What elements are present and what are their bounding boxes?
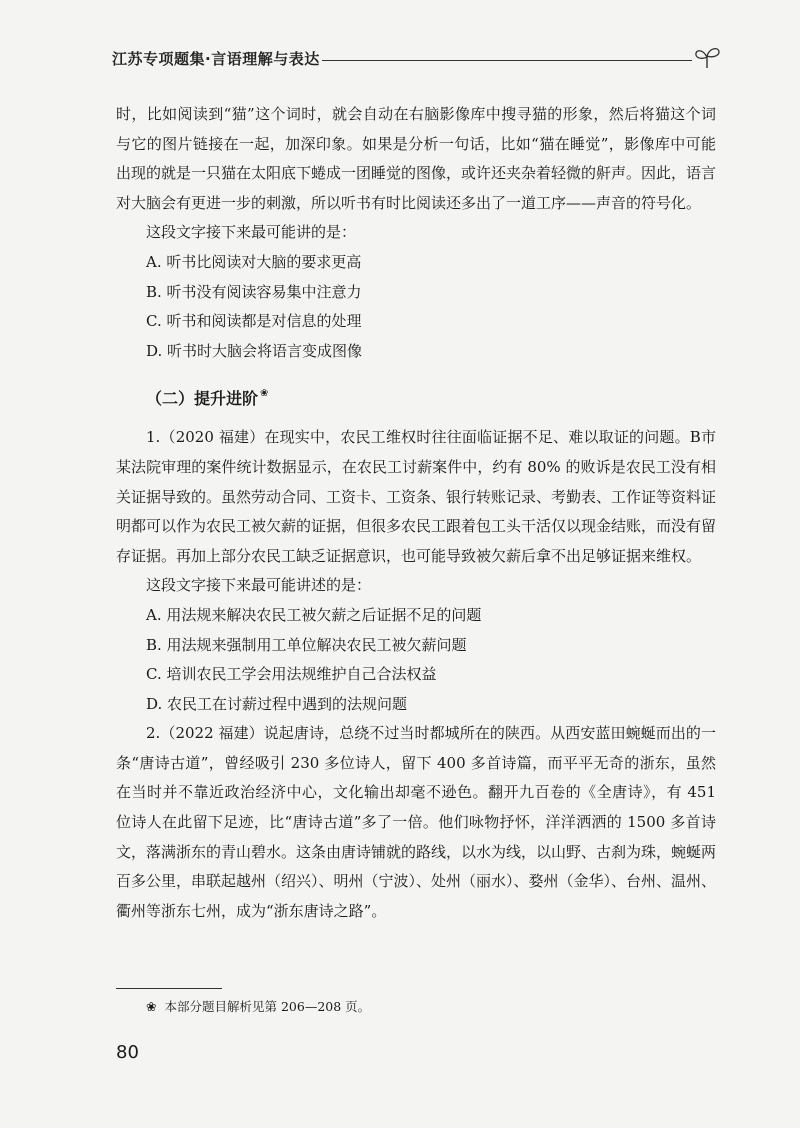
q0-option-b: B. 听书没有阅读容易集中注意力 xyxy=(146,282,362,301)
header-title: 江苏专项题集·言语理解与表达 xyxy=(112,50,320,68)
intro-paragraph: 时，比如阅读到“猫”这个词时，就会自动在右脑影像库中搜寻猫的形象，然后将猫这个词与它的图片链接在一起，加深印象。如果是分析一句话，比如“猫在睡觉”，影像库中可能出现的就是一只猫在太阳底下蜷成一团睡觉的图像，或许还夹杂着轻微的鼾声。因此，语言对大脑会有更进一步的刺激，所以听书有时比阅读还多出了一道工序——声音的符号化。 xyxy=(116,105,717,212)
q1-option-a: A. 用法规来解决农民工被欠薪之后证据不足的问题 xyxy=(146,605,482,624)
q1-stem: 这段文字接下来最可能讲述的是： xyxy=(146,576,372,595)
header-rule xyxy=(322,60,692,61)
q0-stem: 这段文字接下来最可能讲的是： xyxy=(146,223,357,242)
section-heading xyxy=(116,378,716,415)
footnote-mark-icon: ❀ xyxy=(146,999,157,1014)
q2-body: 2.（2022 福建）说起唐诗，总绕不过当时都城所在的陕西。从西安蓝田蜿蜒而出的一条“唐诗古道”，曾经吸引 230 多位诗人，留下 400 多首诗篇，而平平无奇的浙东，虽然在当时并不靠近政治经济中心，文化输出却毫不逊色。翻开九百卷的《全唐诗》，有 451 位诗人在此留下足迹，比“唐诗古道”多了一倍。他们咏物抒怀，洋洋洒洒的 1500 多首诗文，落满浙东的青山碧水。这条由唐诗铺就的路线，以水为线，以山野、古刹为珠，蜿蜒两百多公里，串联起越州（绍兴）、明州（宁波）、处州（丽水）、婺州（金华）、台州、温州、衢州等浙东七州，成为“浙东唐诗之路”。 xyxy=(116,724,717,920)
footnote-rule xyxy=(116,988,222,989)
page-body xyxy=(116,100,716,926)
q1-option-c: C. 培训农民工学会用法规维护自己合法权益 xyxy=(146,665,437,684)
q1-option-b: B. 用法规来强制用工单位解决农民工被欠薪问题 xyxy=(146,635,467,654)
q0-option-c: C. 听书和阅读都是对信息的处理 xyxy=(146,312,362,331)
flower-mark-icon: ❀ xyxy=(260,388,269,400)
running-header xyxy=(112,44,722,74)
q1-option-d: D. 农民工在讨薪过程中遇到的法规问题 xyxy=(146,694,408,713)
footnote-text: 本部分题目解析见第 206—208 页。 xyxy=(164,999,371,1014)
q1-body: 1.（2020 福建）在现实中，农民工维权时往往面临证据不足、难以取证的问题。B市某法院审理的案件统计数据显示，在农民工讨薪案件中，约有 80% 的败诉是农民工没有相关证据导致的。虽然劳动合同、工资卡、工资条、银行转账记录、考勤表、工作证等资料证明都可以作为农民工被欠薪的证据，但很多农民工跟着包工头干活仅以现金结账，而没有留存证据。再加上部分农民工缺乏证据意识，也可能导致被欠薪后拿不出足够证据来维权。 xyxy=(116,428,717,565)
footnote xyxy=(116,988,716,1015)
sprout-icon xyxy=(692,42,722,72)
q0-option-d: D. 听书时大脑会将语言变成图像 xyxy=(146,341,363,360)
q0-option-a: A. 听书比阅读对大脑的要求更高 xyxy=(146,252,362,271)
section-title: （二）提升进阶 xyxy=(146,389,259,409)
page-number: 80 xyxy=(116,1042,139,1063)
